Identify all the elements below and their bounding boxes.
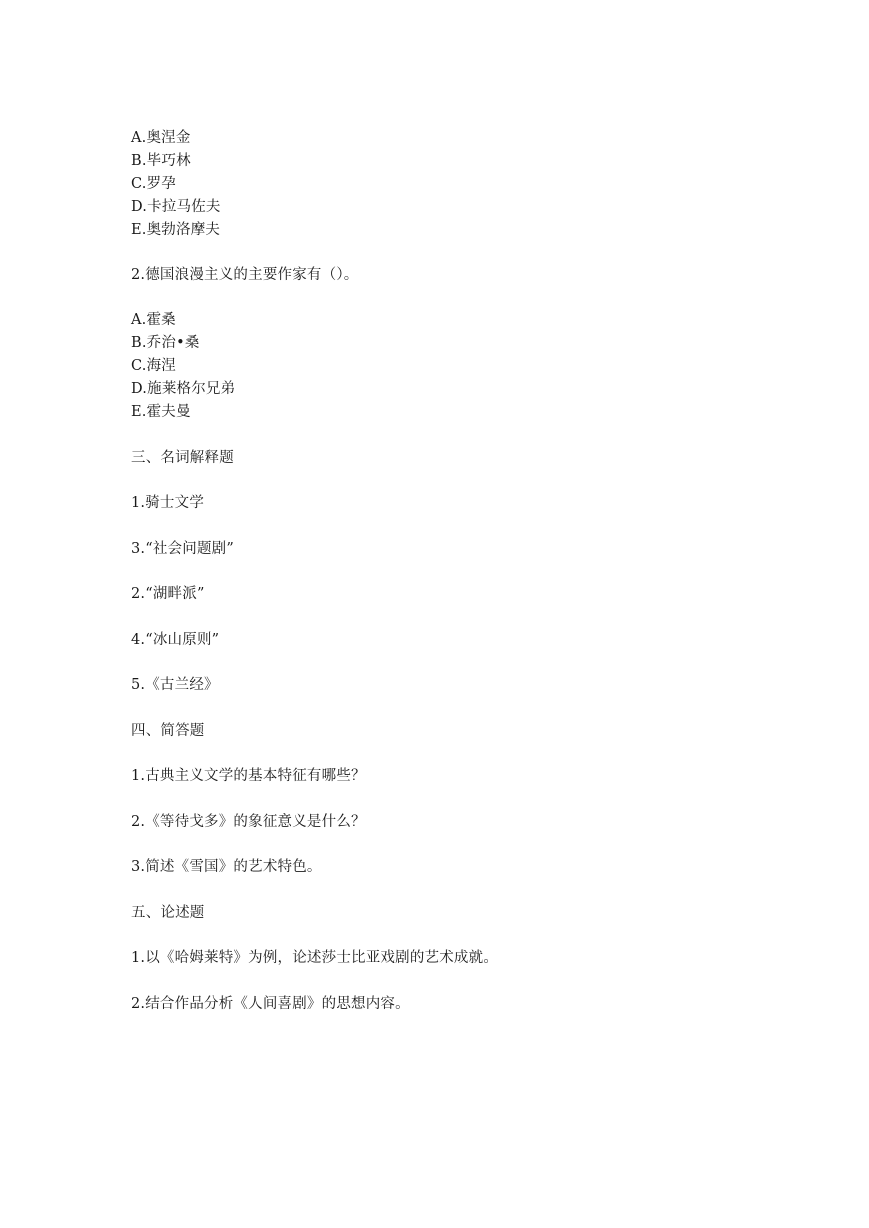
q1-option-b: B.毕巧林	[131, 153, 191, 169]
section3-item-3: 2.“湖畔派”	[131, 586, 205, 602]
section5-item-1: 1.以《哈姆莱特》为例，论述莎士比亚戏剧的艺术成就。	[131, 950, 499, 966]
section3-item-5: 5.《古兰经》	[131, 677, 219, 693]
section5-heading: 五、论述题	[131, 905, 205, 921]
q2-question: 2.德国浪漫主义的主要作家有（）。	[131, 267, 359, 283]
section3-item-4: 4.“冰山原则”	[131, 632, 220, 648]
q1-option-e: E.奥勃洛摩夫	[131, 222, 221, 238]
q2-option-b: B.乔治•桑	[131, 335, 200, 351]
q1-option-a: A.奥涅金	[131, 130, 191, 146]
section5-item-2: 2.结合作品分析《人间喜剧》的思想内容。	[131, 996, 410, 1012]
section3-heading: 三、名词解释题	[131, 450, 234, 466]
q2-option-e: E.霍夫曼	[131, 404, 191, 420]
q2-option-a: A.霍桑	[131, 312, 176, 328]
q2-option-c: C.海涅	[131, 358, 176, 374]
q1-option-c: C.罗孕	[131, 176, 176, 192]
section4-item-3: 3.简述《雪国》的艺术特色。	[131, 859, 322, 875]
section4-item-1: 1.古典主义文学的基本特征有哪些？	[131, 768, 366, 784]
section3-item-1: 1.骑士文学	[131, 495, 205, 511]
q1-option-d: D.卡拉马佐夫	[131, 199, 221, 215]
section3-item-2: 3.“社会问题剧”	[131, 541, 234, 557]
section4-heading: 四、简答题	[131, 723, 205, 739]
q2-option-d: D.施莱格尔兄弟	[131, 381, 236, 397]
section4-item-2: 2.《等待戈多》的象征意义是什么？	[131, 814, 366, 830]
